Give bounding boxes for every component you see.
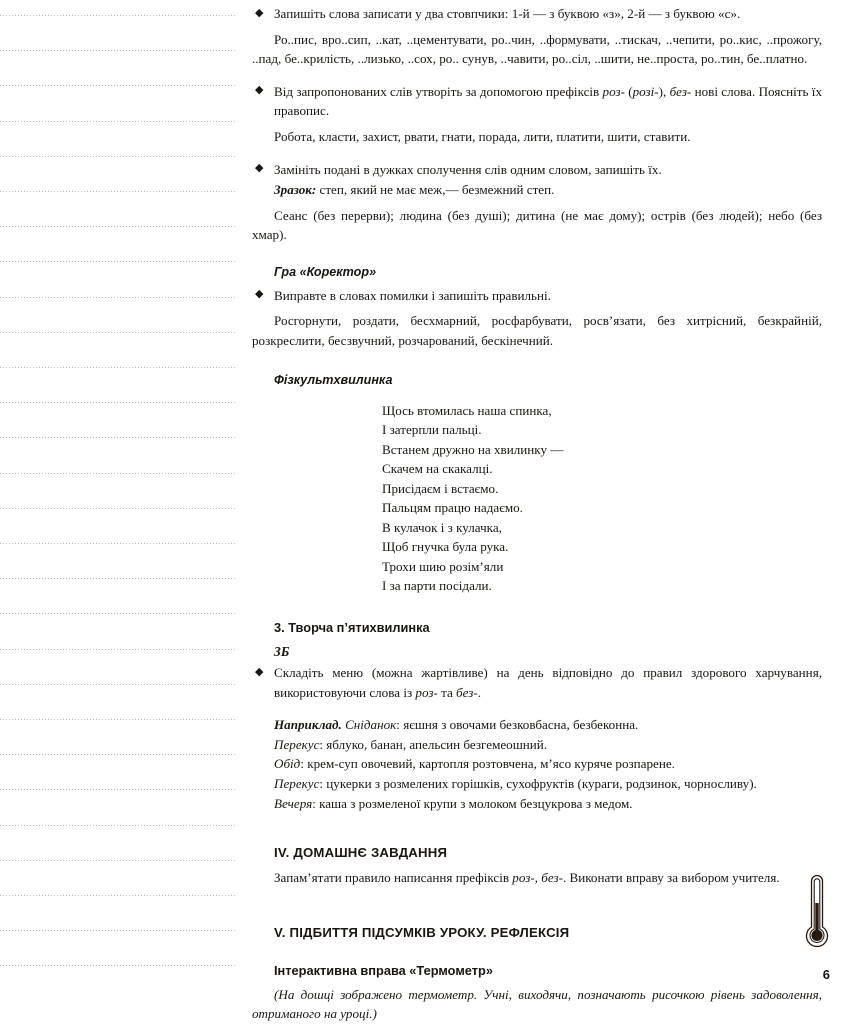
- game-corrector-heading: Гра «Коректор»: [274, 264, 377, 279]
- creative-section-heading: 3. Творча п’ятихвилинка: [274, 619, 430, 635]
- meal-text-snack-1: : яблуко, банан, апельсин безгемеошний.: [319, 736, 548, 752]
- reflection-heading: V. ПІДБИТТЯ ПІДСУМКІВ УРОКУ. РЕФЛЕКСІЯ: [274, 925, 570, 941]
- margin-rule-line: [0, 543, 235, 544]
- margin-rule-line: [0, 578, 235, 579]
- menu-lunch-line: [252, 754, 822, 774]
- poem-line: Встанем дружно на хвилинку —: [382, 441, 564, 457]
- task-2-instruction-part-c: ),: [658, 83, 670, 99]
- poem-line: Щось втомилась наша спинка,: [382, 402, 552, 418]
- bullet-icon: ◆: [255, 84, 264, 97]
- meal-label-dinner: Вечеря: [274, 795, 313, 811]
- prefix-rozi: розі-: [632, 83, 659, 99]
- zb-marker: ЗБ: [274, 643, 290, 659]
- poem-line: І за парти посідали.: [382, 578, 492, 594]
- left-margin-ruled-lines: [0, 0, 238, 1000]
- example-label: Наприклад.: [274, 717, 342, 733]
- task-2-bullet: [252, 82, 822, 121]
- bullet-icon: ◆: [255, 6, 264, 19]
- task-1-bullet: [252, 4, 822, 24]
- task-3-words: Сеанс (без перерви); людина (без душі); дитина (не має дому); острів (без людей); небо (без хмар).: [252, 207, 822, 243]
- poem-line: Скачем на скакалці.: [382, 461, 493, 477]
- thermometer-icon: [799, 875, 835, 959]
- margin-rule-line: [0, 15, 235, 16]
- homework-text-part-a: Запам’ятати правило написання префіксів: [274, 869, 513, 885]
- menu-breakfast-line: [252, 715, 822, 735]
- meal-label-lunch: Обід: [274, 756, 301, 772]
- margin-rule-line: [0, 930, 235, 931]
- margin-rule-line: [0, 332, 235, 333]
- bullet-icon: ◆: [255, 162, 264, 175]
- sample-label: Зразок:: [274, 182, 317, 198]
- game-corrector-bullet: [252, 286, 822, 306]
- margin-rule-line: [0, 965, 235, 966]
- margin-rule-line: [0, 50, 235, 51]
- poem-line: Пальцям працю надаємо.: [382, 500, 523, 516]
- task-2-instruction-part-a: Від запропонованих слів утворіть за допомогою префіксів: [274, 83, 603, 99]
- poem-line: Присідаєм і встаємо.: [382, 480, 499, 496]
- margin-rule-line: [0, 402, 235, 403]
- meal-label-breakfast: Сніданок: [345, 717, 397, 733]
- reflection-note: (На дошці зображено термометр. Учні, виходячи, позначають рисочкою рівень задоволення, отриманого на уроці.): [252, 986, 822, 1022]
- margin-rule-line: [0, 754, 235, 755]
- margin-rule-line: [0, 508, 235, 509]
- margin-rule-line: [0, 649, 235, 650]
- menu-snack2-line: [252, 774, 822, 794]
- fizkultkhvylynka-poem: [252, 401, 822, 596]
- thermometer-mercury: [811, 903, 822, 941]
- meal-label-snack-2: Перекус: [274, 776, 320, 792]
- fizkultkhvylynka-heading: Фізкультхвилинка: [274, 373, 393, 388]
- margin-rule-line: [0, 297, 235, 298]
- margin-rule-line: [0, 121, 235, 122]
- margin-rule-line: [0, 367, 235, 368]
- creative-instruction-part-a: Складіть меню (можна жартівливе) на день відповідно до правил здорового харчування, використовуючи слова із: [274, 665, 822, 700]
- task-3-sample: [252, 180, 822, 200]
- page-number: 6: [822, 967, 830, 982]
- meal-text-dinner: : каша з розмеленої крупи з молоком безцукрова з медом.: [312, 795, 633, 811]
- meal-text-snack-2: : цукерки з розмелених горішків, сухофруктів (кураги, родзинок, чорносливу).: [319, 776, 757, 792]
- creative-instruction-part-c: .: [477, 684, 482, 700]
- task-2-words: Робота, класти, захист, рвати, гнати, порада, лити, платити, шити, ставити.: [274, 128, 691, 144]
- creative-instruction-part-b: та: [437, 684, 457, 700]
- creative-bullet: [252, 663, 822, 702]
- sample-text: степ, який не має меж,— безмежний степ.: [316, 182, 555, 198]
- homework-heading: IV. ДОМАШНЄ ЗАВДАННЯ: [274, 845, 448, 861]
- poem-line: В кулачок і з кулачка,: [382, 519, 502, 535]
- menu-snack1-line: [252, 735, 822, 755]
- prefix-bez: без-: [456, 684, 478, 700]
- margin-rule-line: [0, 437, 235, 438]
- poem-line: Трохи шию розім’яли: [382, 558, 504, 574]
- margin-rule-line: [0, 825, 235, 826]
- bullet-icon: ◆: [255, 288, 264, 301]
- margin-rule-line: [0, 191, 235, 192]
- margin-rule-line: [0, 719, 235, 720]
- margin-rule-line: [0, 613, 235, 614]
- homework-text: [252, 868, 822, 888]
- task-1-instruction: Запишіть слова записати у два стовпчики: 1-й — з буквою «з», 2-й — з буквою «с».: [274, 6, 741, 21]
- prefix-bez: без-: [541, 869, 563, 885]
- margin-rule-line: [0, 473, 235, 474]
- task-3-bullet: [252, 160, 822, 180]
- meal-text-lunch: : крем-суп овочевий, картопля розтовчена, м’ясо куряче розпарене.: [300, 756, 675, 772]
- homework-text-part-b: ,: [534, 869, 542, 885]
- game-corrector-instruction: Виправте в словах помилки і запишіть правильні.: [274, 287, 551, 303]
- game-corrector-words: Росгорнути, роздати, бесхмарний, росфарбувати, росв’язати, без хитрісний, безкрайній, розкреслити, бесзвучний, розчарований, бескінечний.: [252, 313, 822, 348]
- task-2-instruction-part-b: (: [624, 83, 633, 99]
- poem-line: І затерпли пальці.: [382, 422, 482, 438]
- margin-rule-line: [0, 684, 235, 685]
- homework-text-part-c: . Виконати вправу за вибором учителя.: [562, 869, 780, 885]
- menu-dinner-line: [252, 794, 822, 814]
- lesson-content-column: [252, 0, 822, 1022]
- menu-example-block: [252, 715, 822, 813]
- poem-line: Щоб гнучка була рука.: [382, 539, 509, 555]
- margin-rule-line: [0, 789, 235, 790]
- task-3-instruction: Замініть подані в дужках сполучення слів одним словом, запишіть їх.: [274, 161, 662, 177]
- margin-rule-line: [0, 226, 235, 227]
- prefix-roz: роз-: [602, 83, 625, 99]
- task-1-words: Ро..пис, вро..сип, ..кат, ..цементувати, ро..чин, ..формувати, ..тискач, ..чепити, ро..кис, ..прожогу, ..пад, бе..крилість, ..лизько, ..сох, ро.. сунув, ..чавити, ро..сіл, ..шити, не..проста, ро..тин, бе..платно.: [252, 31, 822, 67]
- thermometer-svg: [799, 875, 835, 959]
- prefix-roz: роз-: [415, 684, 438, 700]
- reflection-subheading: Інтерактивна вправа «Термометр»: [274, 963, 493, 979]
- margin-rule-line: [0, 156, 235, 157]
- margin-rule-line: [0, 895, 235, 896]
- margin-rule-line: [0, 261, 235, 262]
- prefix-roz: роз-: [512, 869, 535, 885]
- meal-text-breakfast: : яєшня з овочами безковбасна, безбеконна.: [396, 717, 639, 733]
- bullet-icon: ◆: [255, 665, 264, 678]
- meal-label-snack-1: Перекус: [274, 736, 320, 752]
- margin-rule-line: [0, 860, 235, 861]
- prefix-bez: без-: [669, 83, 692, 99]
- task-2-instruction-part-d: нові слова. Поясніть їх правопис.: [274, 83, 822, 119]
- margin-rule-line: [0, 85, 235, 86]
